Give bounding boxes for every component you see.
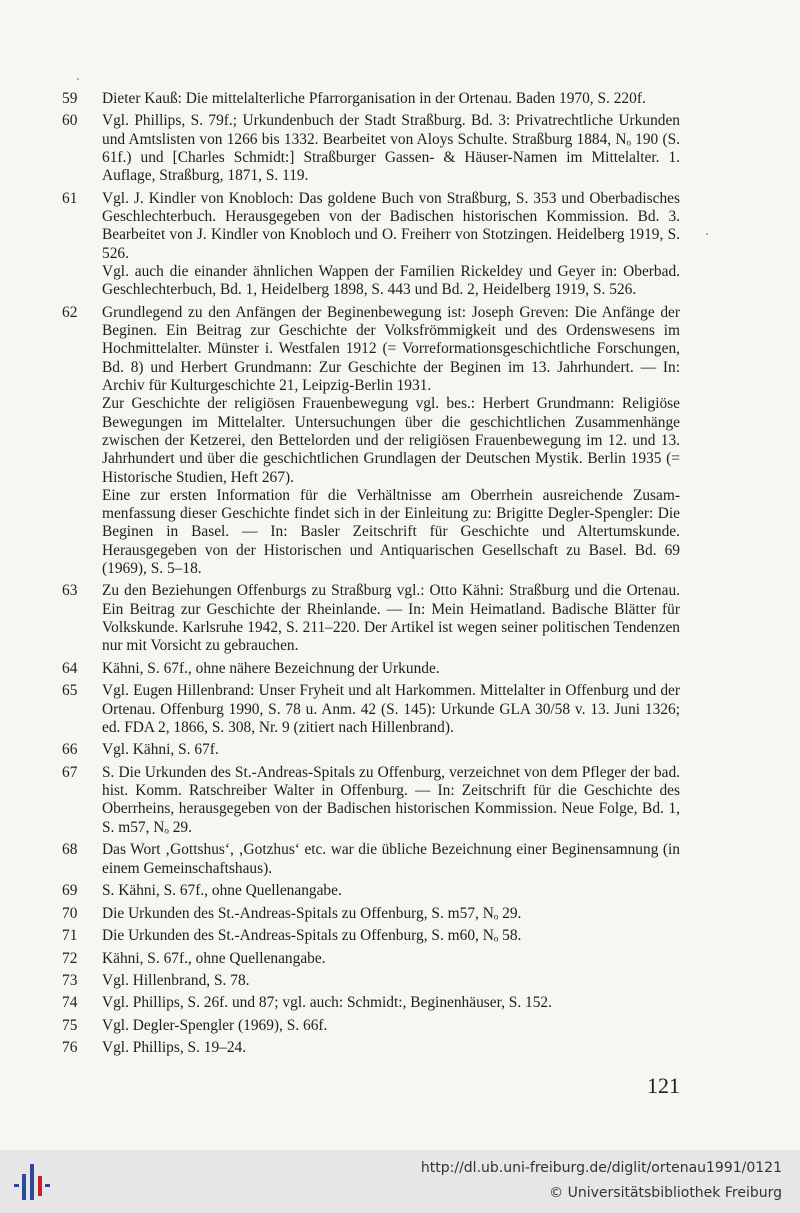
- ub-freiburg-logo-icon: [12, 1164, 52, 1200]
- copyright-notice: © Universitätsbibliothek Freiburg: [549, 1185, 782, 1201]
- footnote: [62, 972, 680, 990]
- footnote-paragraph: S. Die Urkunden des St.-Andreas-Spitals zu Offenburg, verzeichnet von dem Pfleger der bad. hist. Komm. Ratschreiber Walter in Offenburg. — In: Zeitschrift für die Geschichte des Oberrheins, herausgegeben von der Badischen historischen Kommission. Neue Folge, Bd. 1, S. m57, Nₒ 29.: [102, 763, 680, 836]
- footnote: [62, 927, 680, 945]
- footnote-number: 72: [62, 949, 78, 967]
- footnote-number: 61: [62, 189, 78, 207]
- footnote-number: 76: [62, 1039, 78, 1057]
- footnote-number: 70: [62, 904, 78, 922]
- footnote-text: [102, 994, 680, 1012]
- footnote-number: 65: [62, 682, 78, 700]
- footnote-text: [102, 582, 680, 655]
- footnote: [62, 1017, 680, 1035]
- footnote-paragraph: Vgl. Eugen Hillenbrand: Unser Fryheit und alt Harkommen. Mittelalter in Offenburg und der Ortenau. Offenburg 1990, S. 78 u. Anm. 42 (S. 145): Urkunde GLA 30/58 v. 13. Juni 1326; ed. FDA 2, 1866, S. 308, Nr. 9 (zitiert nach Hillenbrand).: [102, 682, 680, 736]
- footnotes-list: [62, 90, 680, 1062]
- footnote-text: [102, 905, 680, 923]
- footnote-text: [102, 1017, 680, 1035]
- footnote-text: [102, 304, 680, 578]
- viewer-footer: [0, 1150, 800, 1213]
- scan-speck: [706, 233, 708, 235]
- footnote: [62, 764, 680, 837]
- footnote-text: [102, 90, 680, 108]
- footnote-text: [102, 764, 680, 837]
- footnote-number: 60: [62, 112, 78, 130]
- footnote-paragraph: Eine zur ersten Information für die Verhältnisse am Oberrhein ausreichende Zusammenfassung dieser Geschichte findet sich in der Einleitung zu: Brigitte Degler-Spengler: Die Beginen in Basel. — In: Basler Zeitschrift für Geschichte und Altertumskunde. Herausgegeben von der Historischen und Antiquarischen Gesellschaft zu Basel. Bd. 69 (1969), S. 5–18.: [102, 486, 680, 577]
- footnote-paragraph: Vgl. Kähni, S. 67f.: [102, 741, 219, 759]
- footnote-paragraph: S. Kähni, S. 67f., ohne Quellenangabe.: [102, 882, 342, 900]
- footnote-paragraph: Vgl. Degler-Spengler (1969), S. 66f.: [102, 1016, 328, 1034]
- footnote-text: [102, 682, 680, 737]
- footnote-paragraph: Kähni, S. 67f., ohne nähere Bezeichnung der Urkunde.: [102, 659, 440, 677]
- footnote-number: 63: [62, 582, 78, 600]
- footnote-paragraph: Vgl. auch die einander ähnlichen Wappen der Familien Rickeldey und Geyer in: Oberbad. Geschlechterbuch, Bd. 1, Heidelberg 1898, S. 443 und Bd. 2, Heidelberg 1919, S. 526.: [102, 263, 680, 299]
- footnote-text: [102, 950, 680, 968]
- footnote-paragraph: Grundlegend zu den Anfängen der Beginenbewegung ist: Joseph Greven: Die Anfänge der Beginen. Ein Beitrag zur Geschichte der Volksfrömmigkeit und des Ordenswesens im Hochmittelalter. Münster i. Westfalen 1912 (= Vorreformationsgeschichtliche Forschungen, Bd. 8) und Herbert Grundmann: Zur Geschichte der Beginen im 13. Jahrhundert. — In: Archiv für Kulturgeschichte 21, Leipzig-Berlin 1931.: [102, 303, 680, 395]
- footnote-number: 66: [62, 741, 78, 759]
- footnote-paragraph: Zur Geschichte der religiösen Frauenbewegung vgl. bes.: Herbert Grundmann: Religiöse Bewegungen im Mittelalter. Untersuchungen über die geschichtlichen Zusammenhänge zwischen der Ketzerei, den Bettelorden und der religiösen Frauenbewegung im 12. und 13. Jahrhundert und über die geschichtlichen Grundlagen der Deutschen Mystik. Berlin 1935 (= Historische Studien, Heft 267).: [102, 395, 680, 486]
- footnote-number: 69: [62, 882, 78, 900]
- footnote: [62, 304, 680, 578]
- footnote-text: [102, 972, 680, 990]
- footnote: [62, 741, 680, 759]
- footnote: [62, 660, 680, 678]
- footnote-number: 64: [62, 659, 78, 677]
- footnote-paragraph: Das Wort ‚Gottshus‘, ‚Gotzhus‘ etc. war die übliche Bezeichnung einer Beginensamnung (in einem Gemeinschaftshaus).: [102, 841, 680, 877]
- footnote: [62, 682, 680, 737]
- footnote-number: 73: [62, 971, 78, 989]
- footnote-paragraph: Die Urkunden des St.-Andreas-Spitals zu Offenburg, S. m60, Nₒ 58.: [102, 927, 522, 945]
- footnote-number: 75: [62, 1016, 78, 1034]
- footnote: [62, 905, 680, 923]
- footnote-text: [102, 190, 680, 300]
- source-url[interactable]: http://dl.ub.uni-freiburg.de/diglit/ortenau1991/0121: [420, 1160, 782, 1176]
- footnote-paragraph: Vgl. Phillips, S. 19–24.: [102, 1039, 247, 1057]
- footnote: [62, 112, 680, 185]
- footnote: [62, 190, 680, 300]
- footnote-paragraph: Zu den Beziehungen Offenburgs zu Straßburg vgl.: Otto Kähni: Straßburg und die Ortenau. Ein Beitrag zur Geschichte der Rheinlande. — In: Mein Heimatland. Badische Blätter für Volkskunde. Karlsruhe 1942, S. 211–220. Der Artikel ist wegen seiner politischen Tendenzen nur mit Vorsicht zu gebrauchen.: [102, 582, 680, 655]
- footnote-text: [102, 882, 680, 900]
- footnote: [62, 950, 680, 968]
- footnote-number: 74: [62, 994, 78, 1012]
- footnote-paragraph: Vgl. Phillips, S. 26f. und 87; vgl. auch: Schmidt:, Beginenhäuser, S. 152.: [102, 994, 552, 1012]
- footnote-text: [102, 660, 680, 678]
- footnote: [62, 1039, 680, 1057]
- footnote: [62, 90, 680, 108]
- footnote-number: 62: [62, 303, 78, 321]
- footnote-paragraph: Vgl. J. Kindler von Knobloch: Das goldene Buch von Straßburg, S. 353 und Oberbadisches Geschlechterbuch. Herausgegeben von der Badischen historischen Kommission. Bd. 3. Bearbeitet von J. Kindler von Knobloch und O. Freiherr von Stotzingen. Heidelberg 1919, S. 526.: [102, 189, 680, 262]
- footnote-number: 71: [62, 927, 78, 945]
- footnote: [62, 841, 680, 878]
- footnote-text: [102, 112, 680, 185]
- scan-speck: [77, 78, 79, 80]
- footnote-text: [102, 841, 680, 878]
- footnote-number: 67: [62, 763, 78, 781]
- footnote-paragraph: Kähni, S. 67f., ohne Quellenangabe.: [102, 949, 326, 967]
- footnote-text: [102, 927, 680, 945]
- footnote: [62, 882, 680, 900]
- footnote-text: [102, 1039, 680, 1057]
- footnote-paragraph: Die Urkunden des St.-Andreas-Spitals zu Offenburg, S. m57, Nₒ 29.: [102, 904, 522, 922]
- footnote-number: 68: [62, 841, 78, 859]
- footnote-number: 59: [62, 90, 78, 107]
- footnote: [62, 994, 680, 1012]
- footnote-text: [102, 741, 680, 759]
- footnote-paragraph: Dieter Kauß: Die mittelalterliche Pfarrorganisation in der Ortenau. Baden 1970, S. 220f.: [102, 90, 646, 107]
- footnote: [62, 582, 680, 655]
- page-number: 121: [647, 1073, 680, 1098]
- footnote-paragraph: Vgl. Phillips, S. 79f.; Urkundenbuch der Stadt Straßburg. Bd. 3: Privatrechtliche Urkunden und Amtslisten von 1266 bis 1332. Bearbeitet von Aloys Schulte. Straßburg 1884, Nₒ 190 (S. 61f.) und [Charles Schmidt:] Straßburger Gassen- & Häuser-Namen im Mittelalter. 1. Auflage, Straßburg, 1871, S. 119.: [102, 112, 680, 185]
- footnote-paragraph: Vgl. Hillenbrand, S. 78.: [102, 971, 250, 989]
